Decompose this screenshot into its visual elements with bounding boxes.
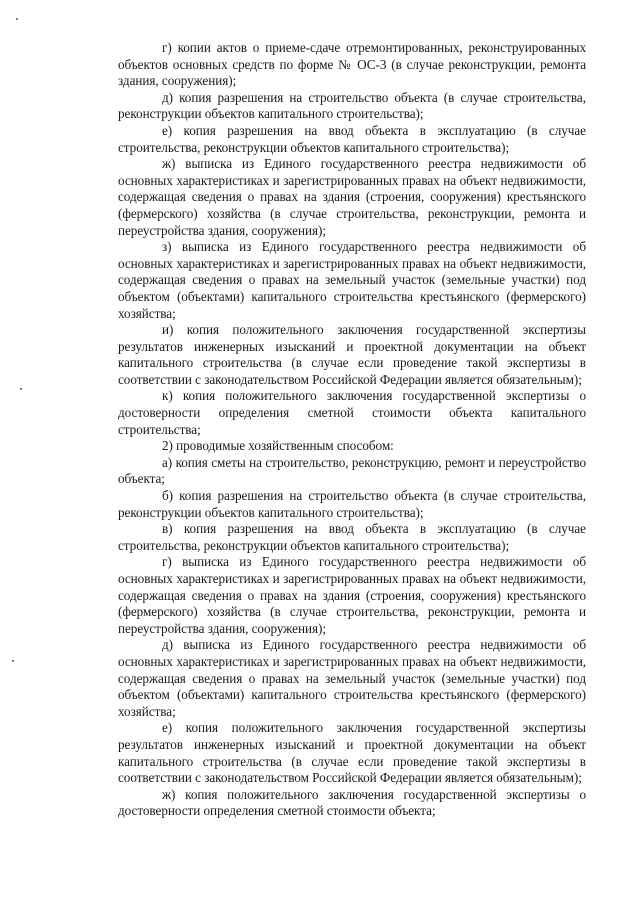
paragraph-g-registry-extract-buildings: г) выписка из Единого государственного реестра недвижимости об основных характеристиках и зарегистрированных правах на объект недвижимости, содержащая сведения о правах на здания (строения, сооружения) крестьянского (фермерского) хозяйства (в случае строительства, реконструкции, ремонта и переустройства здания, сооружения); [118, 554, 586, 636]
paragraph-zh-state-expertise-cost: ж) копия положительного заключения государственной экспертизы о достоверности определения сметной стоимости объекта; [118, 786, 586, 819]
paragraph-e-commissioning-permit: е) копия разрешения на ввод объекта в эксплуатацию (в случае строительства, реконструкции объектов капитального строительства); [118, 122, 586, 155]
paragraph-d-construction-permit: д) копия разрешения на строительство объекта (в случае строительства, реконструкции объектов капитального строительства); [118, 89, 586, 122]
paragraph-g-repair-acts: г) копии актов о приеме-сдаче отремонтированных, реконструированных объектов основных средств по форме № ОС-3 (в случае реконструкции, ремонта здания, сооружения); [118, 40, 586, 89]
paragraph-k-state-expertise-cost: к) копия положительного заключения государственной экспертизы о достоверности определения сметной стоимости объекта капитального строительства; [118, 388, 586, 437]
scan-speck [20, 388, 22, 390]
section-heading-in-house-method: 2) проводимые хозяйственным способом: [162, 438, 394, 454]
paragraph-d-registry-extract-land: д) выписка из Единого государственного реестра недвижимости об основных характеристиках и зарегистрированных правах на объект недвижимости, содержащая сведения о правах на земельный участок (земельные участки) под объектом (объектами) капитального строительства крестьянского (фермерского) хозяйства; [118, 637, 586, 719]
paragraph-e-state-expertise-survey: е) копия положительного заключения государственной экспертизы результатов инженерных изысканий и проектной документации на объект капитального строительства (в случае если проведение такой экспертизы в соответствии с законодательством Российской Федерации является обязательным); [118, 720, 586, 786]
paragraph-b-construction-permit: б) копия разрешения на строительство объекта (в случае строительства, реконструкции объектов капитального строительства); [118, 488, 586, 520]
paragraph-i-state-expertise-survey: и) копия положительного заключения государственной экспертизы результатов инженерных изысканий и проектной документации на объект капитального строительства (в случае если проведение такой экспертизы в соответствии с законодательством Российской Федерации является обязательным); [118, 322, 586, 387]
paragraph-zh-registry-extract-buildings: ж) выписка из Единого государственного реестра недвижимости об основных характеристиках и зарегистрированных правах на объект недвижимости, содержащая сведения о правах на здания (строения, сооружения) крестьянского (фермерского) хозяйства (в случае строительства, реконструкции, ремонта и переустройства здания, сооружения); [118, 156, 586, 238]
paragraph-v-commissioning-permit: в) копия разрешения на ввод объекта в эксплуатацию (в случае строительства, реконструкции объектов капитального строительства); [118, 521, 586, 553]
scan-speck [16, 18, 18, 20]
paragraph-a-estimate-copy: а) копия сметы на строительство, реконструкцию, ремонт и переустройство объекта; [118, 454, 586, 487]
scan-speck [12, 660, 14, 662]
paragraph-z-registry-extract-land: з) выписка из Единого государственного реестра недвижимости об основных характеристиках и зарегистрированных правах на объект недвижимости, содержащая сведения о правах на земельный участок (земельные участки) под объектом (объектами) капитального строительства крестьянского (фермерского) хозяйства; [118, 239, 586, 321]
